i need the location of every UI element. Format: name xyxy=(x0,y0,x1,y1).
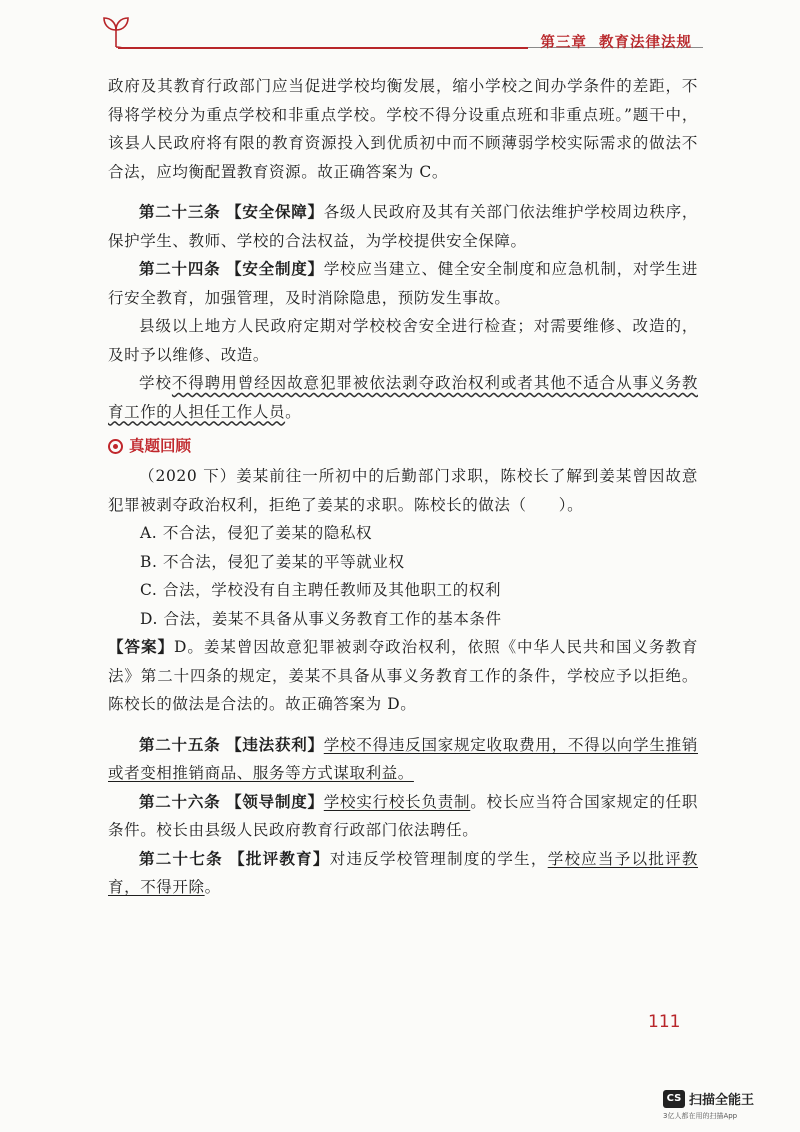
article-27-text: 对违反学校管理制度的学生， xyxy=(329,849,548,868)
article-25 xyxy=(108,731,698,788)
page-body xyxy=(108,72,698,902)
past-exam-title: 真题回顾 xyxy=(129,437,192,455)
chapter-number: 第三章 xyxy=(540,35,587,51)
article-26-text-underlined: 学校实行校长负责制 xyxy=(323,792,471,811)
article-27-text-end: 。 xyxy=(204,878,221,896)
article-23-text: 各级人民政府及其有关部门依法维护学校周边秩序，保护学生、教师、学校的合法权益，为学校提供安全保障。 xyxy=(108,203,698,250)
watermark-name: 扫描全能王 xyxy=(689,1093,755,1108)
school-hiring-underlined: 不得聘用曾经因故意犯罪被依法剥夺政治权利或者其他不适合从事义务教育工作的人担任工作人员 xyxy=(108,374,698,421)
article-27-text-underlined: 学校应当予以批评教育，不得开除 xyxy=(108,849,698,896)
article-26-label: 第二十六条 xyxy=(139,791,221,811)
scanner-watermark xyxy=(663,1089,754,1108)
camscanner-logo-icon: CS xyxy=(663,1090,685,1108)
article-24-label: 第二十四条 xyxy=(139,259,221,278)
option-b: B. 不合法，侵犯了姜某的平等就业权 xyxy=(140,552,405,571)
article-25-text: 学校不得违反国家规定收取费用，不得以向学生推销或者变相推销商品、服务等方式谋取利益。 xyxy=(108,735,698,782)
past-exam-heading xyxy=(108,432,698,460)
article-24 xyxy=(108,255,698,312)
article-25-tag: 【违法获利】 xyxy=(226,734,324,754)
paragraph-school-start: 学校 xyxy=(139,374,172,392)
answer-label: 【答案】 xyxy=(108,637,174,656)
option-d: D. 合法，姜某不具备从事义务教育工作的基本条件 xyxy=(140,609,502,628)
article-23-label: 第二十三条 xyxy=(139,202,221,221)
answer-text: D。姜某曾因故意犯罪被剥夺政治权利，依照《中华人民共和国义务教育法》第二十四条的规定，姜某不具备从事义务教育工作的条件，学校应予以拒绝。陈校长的做法是合法的。故正确答案为 D。 xyxy=(108,638,698,713)
article-27 xyxy=(108,845,698,902)
article-26-text: 。校长应当符合国家规定的任职条件。校长由县级人民政府教育行政部门依法聘任。 xyxy=(108,792,698,839)
option-c: C. 合法，学校没有自主聘任教师及其他职工的权利 xyxy=(140,581,502,599)
article-26 xyxy=(108,788,698,845)
paragraph-continued: 政府及其教育行政部门应当促进学校均衡发展，缩小学校之间办学条件的差距，不得将学校分为重点学校和非重点学校。学校不得分设重点班和非重点班。”题干中，该县人民政府将有限的教育资源投入到优质初中而不顾薄弱学校实际需求的做法不合法，应均衡配置教育资源。故正确答案为 C。 xyxy=(108,77,698,181)
paragraph-school-end: 。 xyxy=(285,402,302,421)
article-24-text: 学校应当建立、健全安全制度和应急机制，对学生进行安全教育，加强管理，及时消除隐患，预防发生事故。 xyxy=(108,260,698,307)
paragraph-school-hiring xyxy=(108,369,698,426)
article-24-tag: 【安全制度】 xyxy=(226,259,324,278)
exam-question: （2020 下）姜某前往一所初中的后勤部门求职，陈校长了解到姜某曾因故意犯罪被剥夺政治权利，拒绝了姜某的求职。陈校长的做法（ ）。 xyxy=(108,467,698,514)
watermark-tagline: 3亿人都在用的扫描App xyxy=(663,1112,738,1120)
article-27-tag: 【批评教育】 xyxy=(229,848,330,868)
page-header xyxy=(0,0,800,70)
page-number: 111 xyxy=(648,1012,681,1032)
option-a: A. 不合法，侵犯了姜某的隐私权 xyxy=(140,524,373,542)
answer-explanation xyxy=(108,633,698,719)
sprout-icon xyxy=(96,14,136,48)
article-26-tag: 【领导制度】 xyxy=(226,791,324,811)
chapter-title xyxy=(540,31,692,52)
chapter-name: 教育法律法规 xyxy=(599,35,692,51)
article-23 xyxy=(108,198,698,255)
paragraph-county: 县级以上地方人民政府定期对学校校舍安全进行检查；对需要维修、改造的，及时予以维修、改造。 xyxy=(108,317,698,364)
header-rule xyxy=(118,47,528,49)
article-23-tag: 【安全保障】 xyxy=(226,202,324,221)
article-25-label: 第二十五条 xyxy=(139,734,221,754)
target-icon xyxy=(108,439,123,454)
article-27-label: 第二十七条 xyxy=(139,848,223,868)
